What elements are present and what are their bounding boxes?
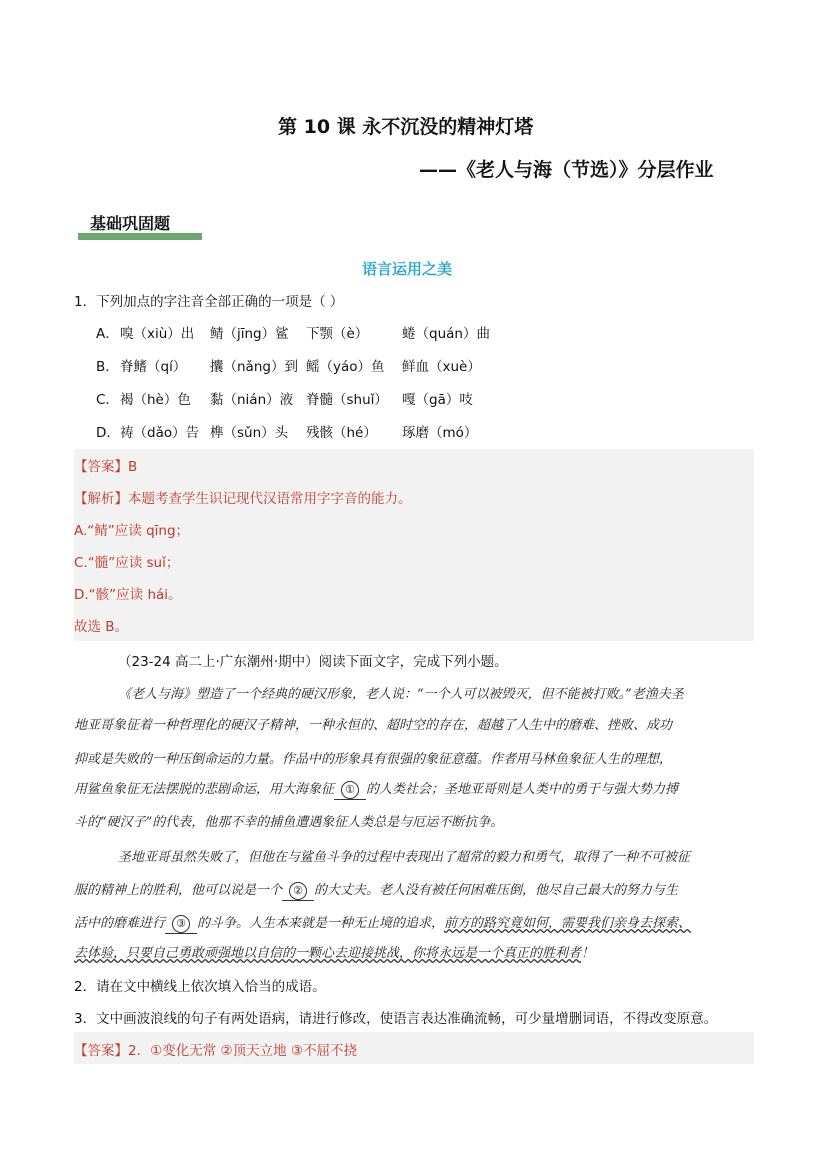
passage-line [74, 912, 691, 934]
analysis-note: A.“鲭”应读 qīng； [74, 523, 190, 539]
answer-text: 【答案】2．①变化无常 ②顶天立地 ③不屈不挠 [74, 1043, 357, 1059]
passage-text: ！ [581, 946, 595, 961]
option-item: 琢磨（mó） [402, 425, 478, 441]
blank-number: ② [289, 882, 307, 900]
section-tag-underline [78, 233, 202, 240]
option-a [96, 322, 490, 342]
option-item: 嗅（xiù）出 [120, 326, 195, 342]
option-item: 攮（nǎng）到 [210, 359, 298, 375]
answer-box [74, 449, 754, 641]
passage-text: 的斗争。人生本来就是一种无止境的追求， [197, 916, 445, 931]
option-item: 鲜血（xuè） [402, 359, 481, 375]
option-label: C． [96, 392, 119, 408]
passage-text: 的大丈夫。老人没有被任何困难压倒，他尽自己最大的努力与生 [314, 883, 679, 898]
page-subtitle: ——《老人与海（节选）》分层作业 [419, 159, 714, 181]
option-item: 脊鳍（qí） [120, 359, 187, 375]
passage-line [74, 778, 678, 800]
option-b [96, 355, 481, 375]
option-item: 脊髓（shuǐ） [306, 392, 388, 408]
blank-number: ① [341, 781, 359, 799]
option-item: 残骸（hé） [306, 425, 377, 441]
wavy-sentence: 去体验，只要自己勇敢顽强地以自信的一颗心去迎接挑战，你将永远是一个真正的胜利者 [74, 946, 582, 961]
blank-3 [165, 915, 197, 934]
question-1-stem: 1．下列加点的字注音全部正确的一项是（ ） [74, 294, 344, 310]
option-item: 黏（nián）液 [210, 392, 294, 408]
option-item: 蜷（quán）曲 [402, 326, 490, 342]
analysis-note: D.“骸”应读 hái。 [74, 587, 182, 603]
option-item: 下颚（è） [306, 326, 369, 342]
option-item: 嘎（gā）吱 [402, 392, 473, 408]
answer-text: 【答案】B [74, 459, 138, 475]
blank-2 [282, 882, 314, 901]
passage-text: 用鲨鱼象征无法摆脱的悲剧命运，用大海象征 [74, 782, 335, 797]
passage-text: 服的精神上的胜利，他可以说是一个 [74, 883, 283, 898]
blank-number: ③ [172, 915, 190, 933]
section-tag-label: 基础巩固题 [90, 214, 171, 233]
passage-line: 地亚哥象征着一种哲理化的硬汉子精神，一种永恒的、超时空的存在，超越了人生中的磨难、挫败、成功 [74, 718, 673, 733]
option-label: D． [96, 425, 120, 441]
passage-line: 抑或是失败的一种压倒命运的力量。作品中的形象具有很强的象征意蕴。作者用马林鱼象征人生的理想， [74, 752, 673, 767]
option-item: 鳐（yáo）鱼 [306, 359, 385, 375]
passage-text: 活中的磨难进行 [74, 916, 166, 931]
question-2-stem: 2．请在文中横线上依次填入恰当的成语。 [74, 979, 326, 995]
option-label: A． [96, 326, 119, 342]
option-item: 榫（sǔn）头 [210, 425, 289, 441]
passage-line: 《老人与海》塑造了一个经典的硬汉形象，老人说：“一个人可以被毁灭，但不能被打败。”老渔夫圣 [118, 687, 684, 702]
section-tag [78, 208, 202, 242]
passage-line [74, 942, 594, 961]
analysis-note: 故选 B。 [74, 619, 129, 635]
page-title: 第 10 课 永不沉没的精神灯塔 [278, 116, 534, 138]
option-d [96, 421, 477, 441]
wavy-sentence: 前方的路究竟如何，需要我们亲身去探索、 [444, 916, 692, 931]
passage-line: 斗的“硬汉子”的代表，他那不幸的捕鱼遭遇象征人类总是与厄运不断抗争。 [74, 815, 504, 830]
option-item: 祷（dǎo）告 [120, 425, 200, 441]
option-label: B． [96, 359, 119, 375]
analysis-note: C.“髓”应读 suǐ； [74, 555, 180, 571]
analysis-text: 【解析】本题考查学生识记现代汉语常用字字音的能力。 [74, 491, 412, 507]
sub-heading: 语言运用之美 [362, 260, 453, 278]
passage-intro: （23-24 高二上·广东潮州·期中）阅读下面文字，完成下列小题。 [118, 654, 508, 670]
question-3-stem: 3．文中画波浪线的句子有两处语病，请进行修改，使语言表达准确流畅，可少量增删词语，不得改变原意。 [74, 1011, 718, 1027]
blank-1 [334, 781, 366, 800]
passage-line: 圣地亚哥虽然失败了，但他在与鲨鱼斗争的过程中表现出了超常的毅力和勇气，取得了一种不可被征 [118, 850, 691, 865]
option-item: 鲭（jīng）鲨 [210, 326, 289, 342]
passage-line [74, 879, 678, 901]
option-item: 褐（hè）色 [120, 392, 191, 408]
option-c [96, 388, 473, 408]
passage-text: 的人类社会；圣地亚哥则是人类中的勇于与强大势力搏 [366, 782, 679, 797]
